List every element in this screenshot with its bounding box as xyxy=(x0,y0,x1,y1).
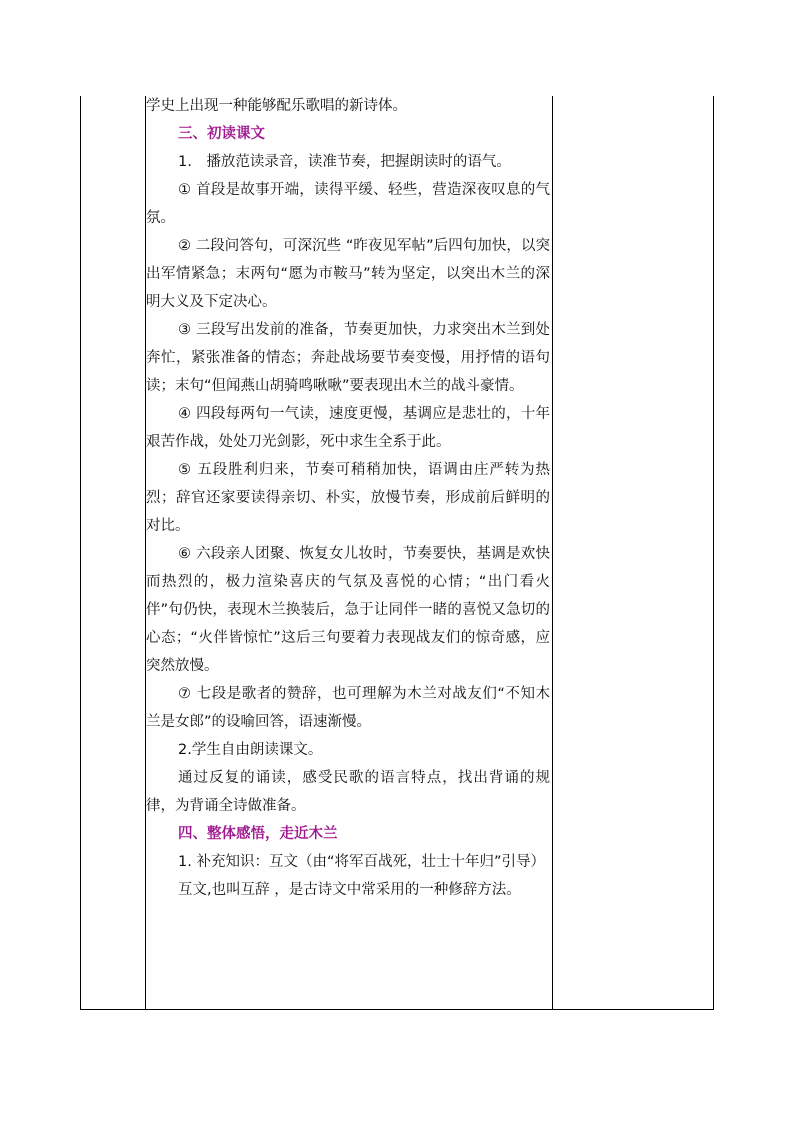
step-supplementary-knowledge: 1. 补充知识：互文（由“将军百战死，壮士十年归”引导） xyxy=(178,854,545,870)
table-divider-right xyxy=(552,96,553,1010)
free-reading-detail: 通过反复的诵读，感受民歌的语言特点，找出背诵的规律，为背诵全诗做准备。 xyxy=(146,770,550,814)
table-border-right xyxy=(713,96,714,1010)
step-free-reading: 2.学生自由朗读课文。 xyxy=(178,742,323,758)
note-paragraph-4: ④ 四段每两句一气读，速度更慢，基调应是悲壮的，十年艰苦作战，处处刀光剑影，死中求生全系于此。 xyxy=(146,406,550,450)
section-heading-first-reading: 三、初读课文 xyxy=(178,126,265,142)
note-paragraph-5: ⑤ 五段胜利归来，节奏可稍稍加快，语调由庄严转为热烈；辞官还家要读得亲切、朴实，放慢节奏，形成前后鲜明的对比。 xyxy=(146,462,550,534)
table-border-left xyxy=(80,96,81,1010)
step-play-recording: 1. 播放范读录音，读准节奏，把握朗读时的语气。 xyxy=(178,154,511,170)
note-paragraph-1: ① 首段是故事开端，读得平缓、轻些，营造深夜叹息的气氛。 xyxy=(146,182,550,226)
table-border-bottom xyxy=(80,1009,714,1010)
huwen-definition: 互文,也叫互辞 ，是古诗文中常采用的一种修辞方法。 xyxy=(178,882,521,898)
paragraph-continuation: 学史上出现一种能够配乐歌唱的新诗体。 xyxy=(146,98,407,114)
lesson-content-cell xyxy=(146,92,550,904)
note-paragraph-6: ⑥ 六段亲人团聚、恢复女儿妆时，节奏要快，基调是欢快而热烈的，极力渲染喜庆的气氛及喜悦的心情；“出门看火伴”句仍快，表现木兰换装后，急于让同伴一睹的喜悦又急切的心态；“火伴皆惊忙”这后三句要着力表现战友们的惊奇感，应突然放慢。 xyxy=(146,546,550,674)
note-paragraph-2: ② 二段问答句，可深沉些 “昨夜见军帖”后四句加快，以突出军情紧急；末两句“愿为市鞍马”转为坚定，以突出木兰的深明大义及下定决心。 xyxy=(146,238,550,310)
note-paragraph-3: ③ 三段写出发前的准备，节奏更加快，力求突出木兰到处奔忙，紧张准备的情态；奔赴战场要节奏变慢，用抒情的语句读；末句“但闻燕山胡骑鸣啾啾”要表现出木兰的战斗豪情。 xyxy=(146,322,550,394)
note-paragraph-7: ⑦ 七段是歌者的赞辞，也可理解为木兰对战友们“不知木兰是女郎”的设喻回答，语速渐慢。 xyxy=(146,686,550,730)
section-heading-overall-perception: 四、整体感悟，走近木兰 xyxy=(178,826,338,842)
